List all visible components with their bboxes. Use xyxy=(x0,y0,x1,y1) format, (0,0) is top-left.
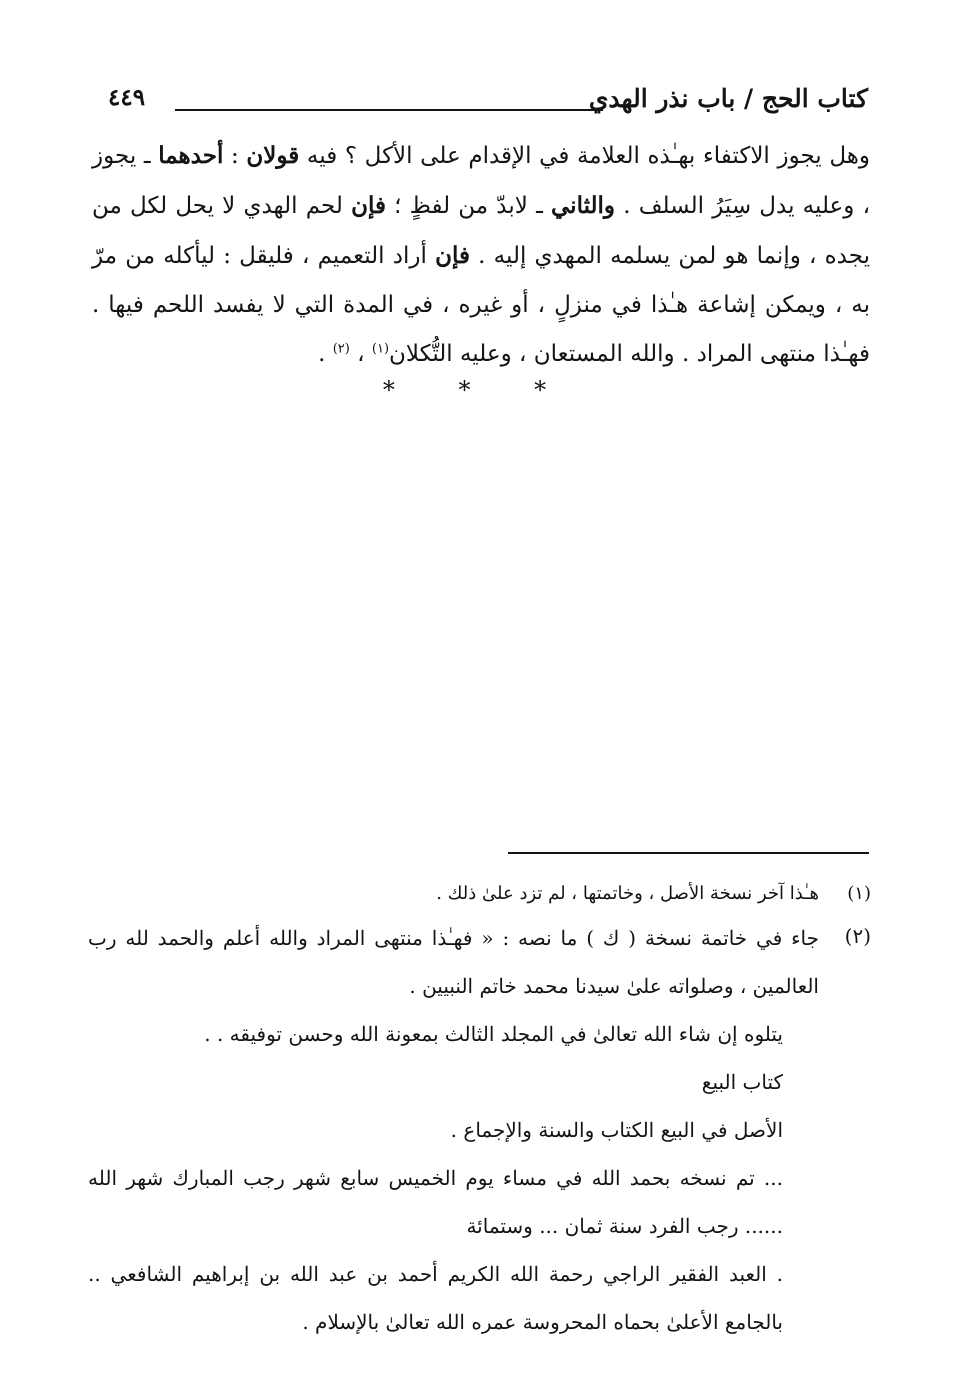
footnote-ref-2[interactable]: (٢) xyxy=(332,341,350,357)
bold-term-fain: فإن xyxy=(351,192,386,219)
header-rule xyxy=(175,109,603,111)
running-header xyxy=(100,82,868,124)
footnote-line: يتلوه إن شاء الله تعالىٰ في المجلد الثالث بمعونة الله وحسن توفيقه . . xyxy=(204,1022,783,1046)
text-run: : xyxy=(223,143,247,169)
bold-term-althani: والثاني xyxy=(551,192,616,219)
main-paragraph xyxy=(92,131,870,379)
footnote-line: ... تم نسخه بحمد الله في مساء يوم الخميس سابع شهر رجب المبارك شهر الله ...... رجب الفرد سنة ثمان ... وستمائة xyxy=(88,1166,783,1238)
footnote-1 xyxy=(88,874,871,914)
footnote-line: جاء في خاتمة نسخة ( ك ) ما نصه : « فهـٰذا منتهى المراد والله أعلم والحمد لله رب العالمين ، وصلواته علىٰ سيدنا محمد خاتم النبيين . xyxy=(88,926,819,998)
main-text xyxy=(92,131,870,379)
text-run: أراد التعميم ، فليقل : ليأكله من مرّ به ، ويمكن إشاعة هـٰذا في منزلٍ ، أو غيره ، في المدة التي لا يفسد اللحم فيها . فهـٰذا منتهى المراد . والله المستعان ، وعليه التُّكلان xyxy=(92,243,870,367)
footnote-line: كتاب البيع xyxy=(701,1070,783,1094)
bold-term-fain: فإن xyxy=(435,242,470,269)
bold-term-qawlan: قولان xyxy=(246,142,300,169)
footnote-line: الأصل في البيع الكتاب والسنة والإجماع . xyxy=(450,1118,783,1142)
text-run: لحم الهدي لا يحل لكل من يجده ، وإنما هو لمن يسلمه المهدي إليه . xyxy=(92,193,871,269)
chapter-title: كتاب الحج / باب نذر الهدي xyxy=(588,84,868,113)
page-number: ٤٤٩ xyxy=(108,84,146,111)
footnotes xyxy=(88,874,871,1346)
footnote-line: . العبد الفقير الراجي رحمة الله الكريم أحمد بن عبد الله بن إبراهيم الشافعي .. بالجامع الأعلىٰ بحماه المحروسة عمره الله تعالىٰ بالإسلام . xyxy=(88,1262,783,1334)
footnote-number: (١) xyxy=(847,883,871,904)
text-run: ، xyxy=(349,341,372,367)
text-run: . xyxy=(318,341,333,367)
footnote-rule xyxy=(508,852,869,854)
text-run: ـ يجوز ، وعليه يدل سِيَرُ السلف . xyxy=(92,143,870,219)
footnote-text: هـٰذا آخر نسخة الأصل ، وخاتمتها ، لم تزد علىٰ ذلك . xyxy=(436,883,819,904)
footnote-2 xyxy=(88,914,871,1346)
section-separator-stars: * * * xyxy=(382,376,575,404)
text-run: ـ لابدّ من لفظٍ ؛ xyxy=(385,193,551,219)
footnote-number: (٢) xyxy=(844,924,871,948)
footnote-ref-1[interactable]: (١) xyxy=(371,341,390,357)
bold-term-ahaduhuma: أحدهما xyxy=(158,142,224,169)
text-run: وهل يجوز الاكتفاء بهـٰذه العلامة في الإقدام على الأكل ؟ فيه xyxy=(299,143,870,169)
